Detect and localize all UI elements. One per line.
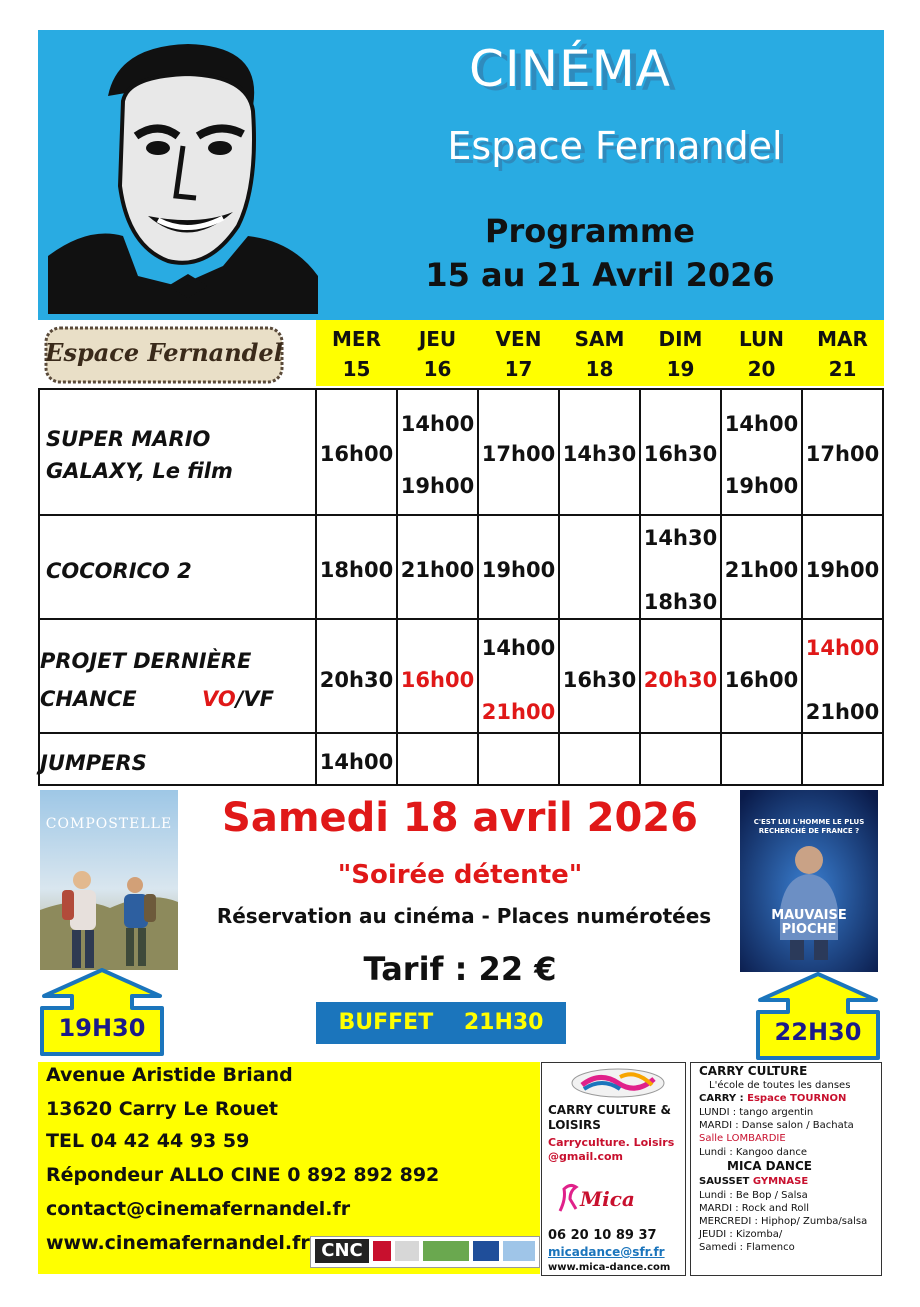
website-link[interactable]: www.cinemafernandel.fr bbox=[46, 1232, 310, 1254]
day-header-ven: VEN 17 bbox=[495, 327, 542, 381]
mica-website[interactable]: www.mica-dance.com bbox=[548, 1262, 671, 1273]
event-name: "Soirée détente" bbox=[337, 860, 583, 890]
org-name: LOISIRS bbox=[548, 1118, 601, 1132]
programme-heading: Programme bbox=[485, 212, 695, 250]
showtime: 21h00 bbox=[724, 558, 799, 582]
day-header-mar: MAR 21 bbox=[817, 327, 868, 381]
showtime: 16h00 bbox=[319, 442, 394, 466]
version-tag: VO/VF bbox=[202, 687, 275, 711]
class-line: MERCREDI : Hiphop/ Zumba/salsa bbox=[699, 1216, 868, 1227]
event-date-heading: Samedi 18 avril 2026 bbox=[222, 795, 698, 841]
showtime-highlight: 21h00 bbox=[481, 700, 556, 724]
compostelle-poster-image: COMPOSTELLE bbox=[40, 790, 178, 970]
phone-number: TEL 04 42 44 93 59 bbox=[46, 1130, 250, 1152]
showtime: 18h00 bbox=[319, 558, 394, 582]
schedule-table bbox=[38, 388, 884, 786]
day-header-sam: SAM 18 bbox=[574, 327, 625, 381]
showtime-highlight: 16h00 bbox=[400, 668, 475, 692]
film-title-line: SUPER MARIO bbox=[46, 427, 211, 451]
buffet-badge: BUFFET 21H30 bbox=[316, 1002, 566, 1044]
org-email[interactable]: Carryculture. Loisirs bbox=[548, 1136, 675, 1149]
dancer-icon bbox=[556, 1181, 580, 1215]
fernandel-portrait-image bbox=[48, 36, 318, 314]
showtime: 14h00 bbox=[724, 412, 799, 436]
box-title: MICA DANCE bbox=[727, 1159, 812, 1173]
carry-culture-loisirs-box bbox=[541, 1062, 686, 1276]
film-title-line: PROJET DERNIÈRE bbox=[40, 649, 252, 673]
showtime: 16h00 bbox=[724, 668, 799, 692]
showtime: 14h00 bbox=[481, 636, 556, 660]
showtime: 17h00 bbox=[481, 442, 556, 466]
mica-logo: Mica bbox=[556, 1179, 636, 1219]
box-title: CARRY CULTURE bbox=[699, 1064, 808, 1078]
programme-dates: 15 au 21 Avril 2026 bbox=[425, 256, 775, 294]
showtime: 16h30 bbox=[643, 442, 718, 466]
showtime: 18h30 bbox=[643, 590, 718, 614]
class-line: MARDI : Rock and Roll bbox=[699, 1203, 810, 1214]
up-arrow-icon bbox=[38, 968, 166, 1056]
day-header-lun: LUN 20 bbox=[738, 327, 784, 381]
showtime: 17h00 bbox=[805, 442, 880, 466]
showtime: 14h30 bbox=[562, 442, 637, 466]
address-line: 13620 Carry Le Rouet bbox=[46, 1098, 279, 1120]
mica-email[interactable]: micadance@sfr.fr bbox=[548, 1245, 665, 1259]
mica-phone: 06 20 10 89 37 bbox=[548, 1228, 657, 1243]
class-line: Samedi : Flamenco bbox=[699, 1242, 795, 1253]
showtime: 19h00 bbox=[400, 474, 475, 498]
partner-logos-strip bbox=[310, 1236, 540, 1268]
showtime: 21h00 bbox=[805, 700, 880, 724]
day-header-mer: MER 15 bbox=[332, 327, 381, 381]
time-arrow-1930: 19H30 bbox=[38, 968, 166, 1056]
cnc-logo: CNC bbox=[315, 1239, 369, 1263]
contact-box bbox=[38, 1062, 540, 1274]
showtime: 21h00 bbox=[400, 558, 475, 582]
contact-email[interactable]: contact@cinemafernandel.fr bbox=[46, 1198, 351, 1220]
venue-line: SAUSSET GYMNASE bbox=[699, 1176, 809, 1187]
dance-schedule-box bbox=[690, 1062, 882, 1276]
espace-fernandel-logo: Espace Fernandel bbox=[44, 324, 284, 386]
day-header-row bbox=[316, 320, 884, 386]
day-header-jeu: JEU 16 bbox=[418, 327, 457, 381]
class-line: Lundi : Kangoo dance bbox=[699, 1147, 807, 1158]
showtime: 19h00 bbox=[805, 558, 880, 582]
class-line: MARDI : Danse salon / Bachata bbox=[699, 1120, 854, 1131]
class-line: LUNDI : tango argentin bbox=[699, 1107, 814, 1118]
tarif-price: Tarif : 22 € bbox=[363, 950, 557, 988]
film-title-line: CHANCE bbox=[40, 687, 137, 711]
org-name: CARRY CULTURE & bbox=[548, 1103, 672, 1117]
org-email[interactable]: @gmail.com bbox=[548, 1150, 624, 1163]
showtime-highlight: 14h00 bbox=[805, 636, 880, 660]
showtime: 19h00 bbox=[724, 474, 799, 498]
venue-line: Salle LOMBARDIE bbox=[699, 1133, 786, 1144]
box-subtitle: L'école de toutes les danses bbox=[709, 1080, 851, 1091]
day-header-dim: DIM 19 bbox=[658, 327, 703, 381]
repondeur-number: Répondeur ALLO CINE 0 892 892 892 bbox=[46, 1164, 440, 1186]
reservation-note: Réservation au cinéma - Places numérotées bbox=[216, 904, 712, 928]
venue-title: Espace Fernandel bbox=[447, 124, 783, 168]
up-arrow-icon bbox=[754, 972, 882, 1060]
class-line: JEUDI : Kizomba/ bbox=[699, 1229, 783, 1240]
time-arrow-2230: 22H30 bbox=[754, 972, 882, 1060]
showtime: 14h30 bbox=[643, 526, 718, 550]
cinema-title: CINÉMA bbox=[469, 40, 671, 98]
showtime: 16h30 bbox=[562, 668, 637, 692]
carry-culture-logo bbox=[570, 1067, 666, 1099]
showtime-highlight: 20h30 bbox=[643, 668, 718, 692]
showtime: 14h00 bbox=[319, 750, 394, 774]
mauvaise-pioche-poster-image: C'EST LUI L'HOMME LE PLUS RECHERCHÉ DE FRANCE ? MAUVAISE PIOCHE bbox=[740, 790, 878, 972]
showtime: 14h00 bbox=[400, 412, 475, 436]
address-line: Avenue Aristide Briand bbox=[46, 1064, 293, 1086]
film-title-line: JUMPERS bbox=[40, 751, 147, 775]
venue-line: CARRY : Espace TOURNON bbox=[699, 1093, 847, 1104]
film-title-line: COCORICO 2 bbox=[46, 559, 192, 583]
class-line: Lundi : Be Bop / Salsa bbox=[699, 1190, 808, 1201]
showtime: 19h00 bbox=[481, 558, 556, 582]
film-title-line: GALAXY, Le film bbox=[46, 459, 233, 483]
showtime: 20h30 bbox=[319, 668, 394, 692]
